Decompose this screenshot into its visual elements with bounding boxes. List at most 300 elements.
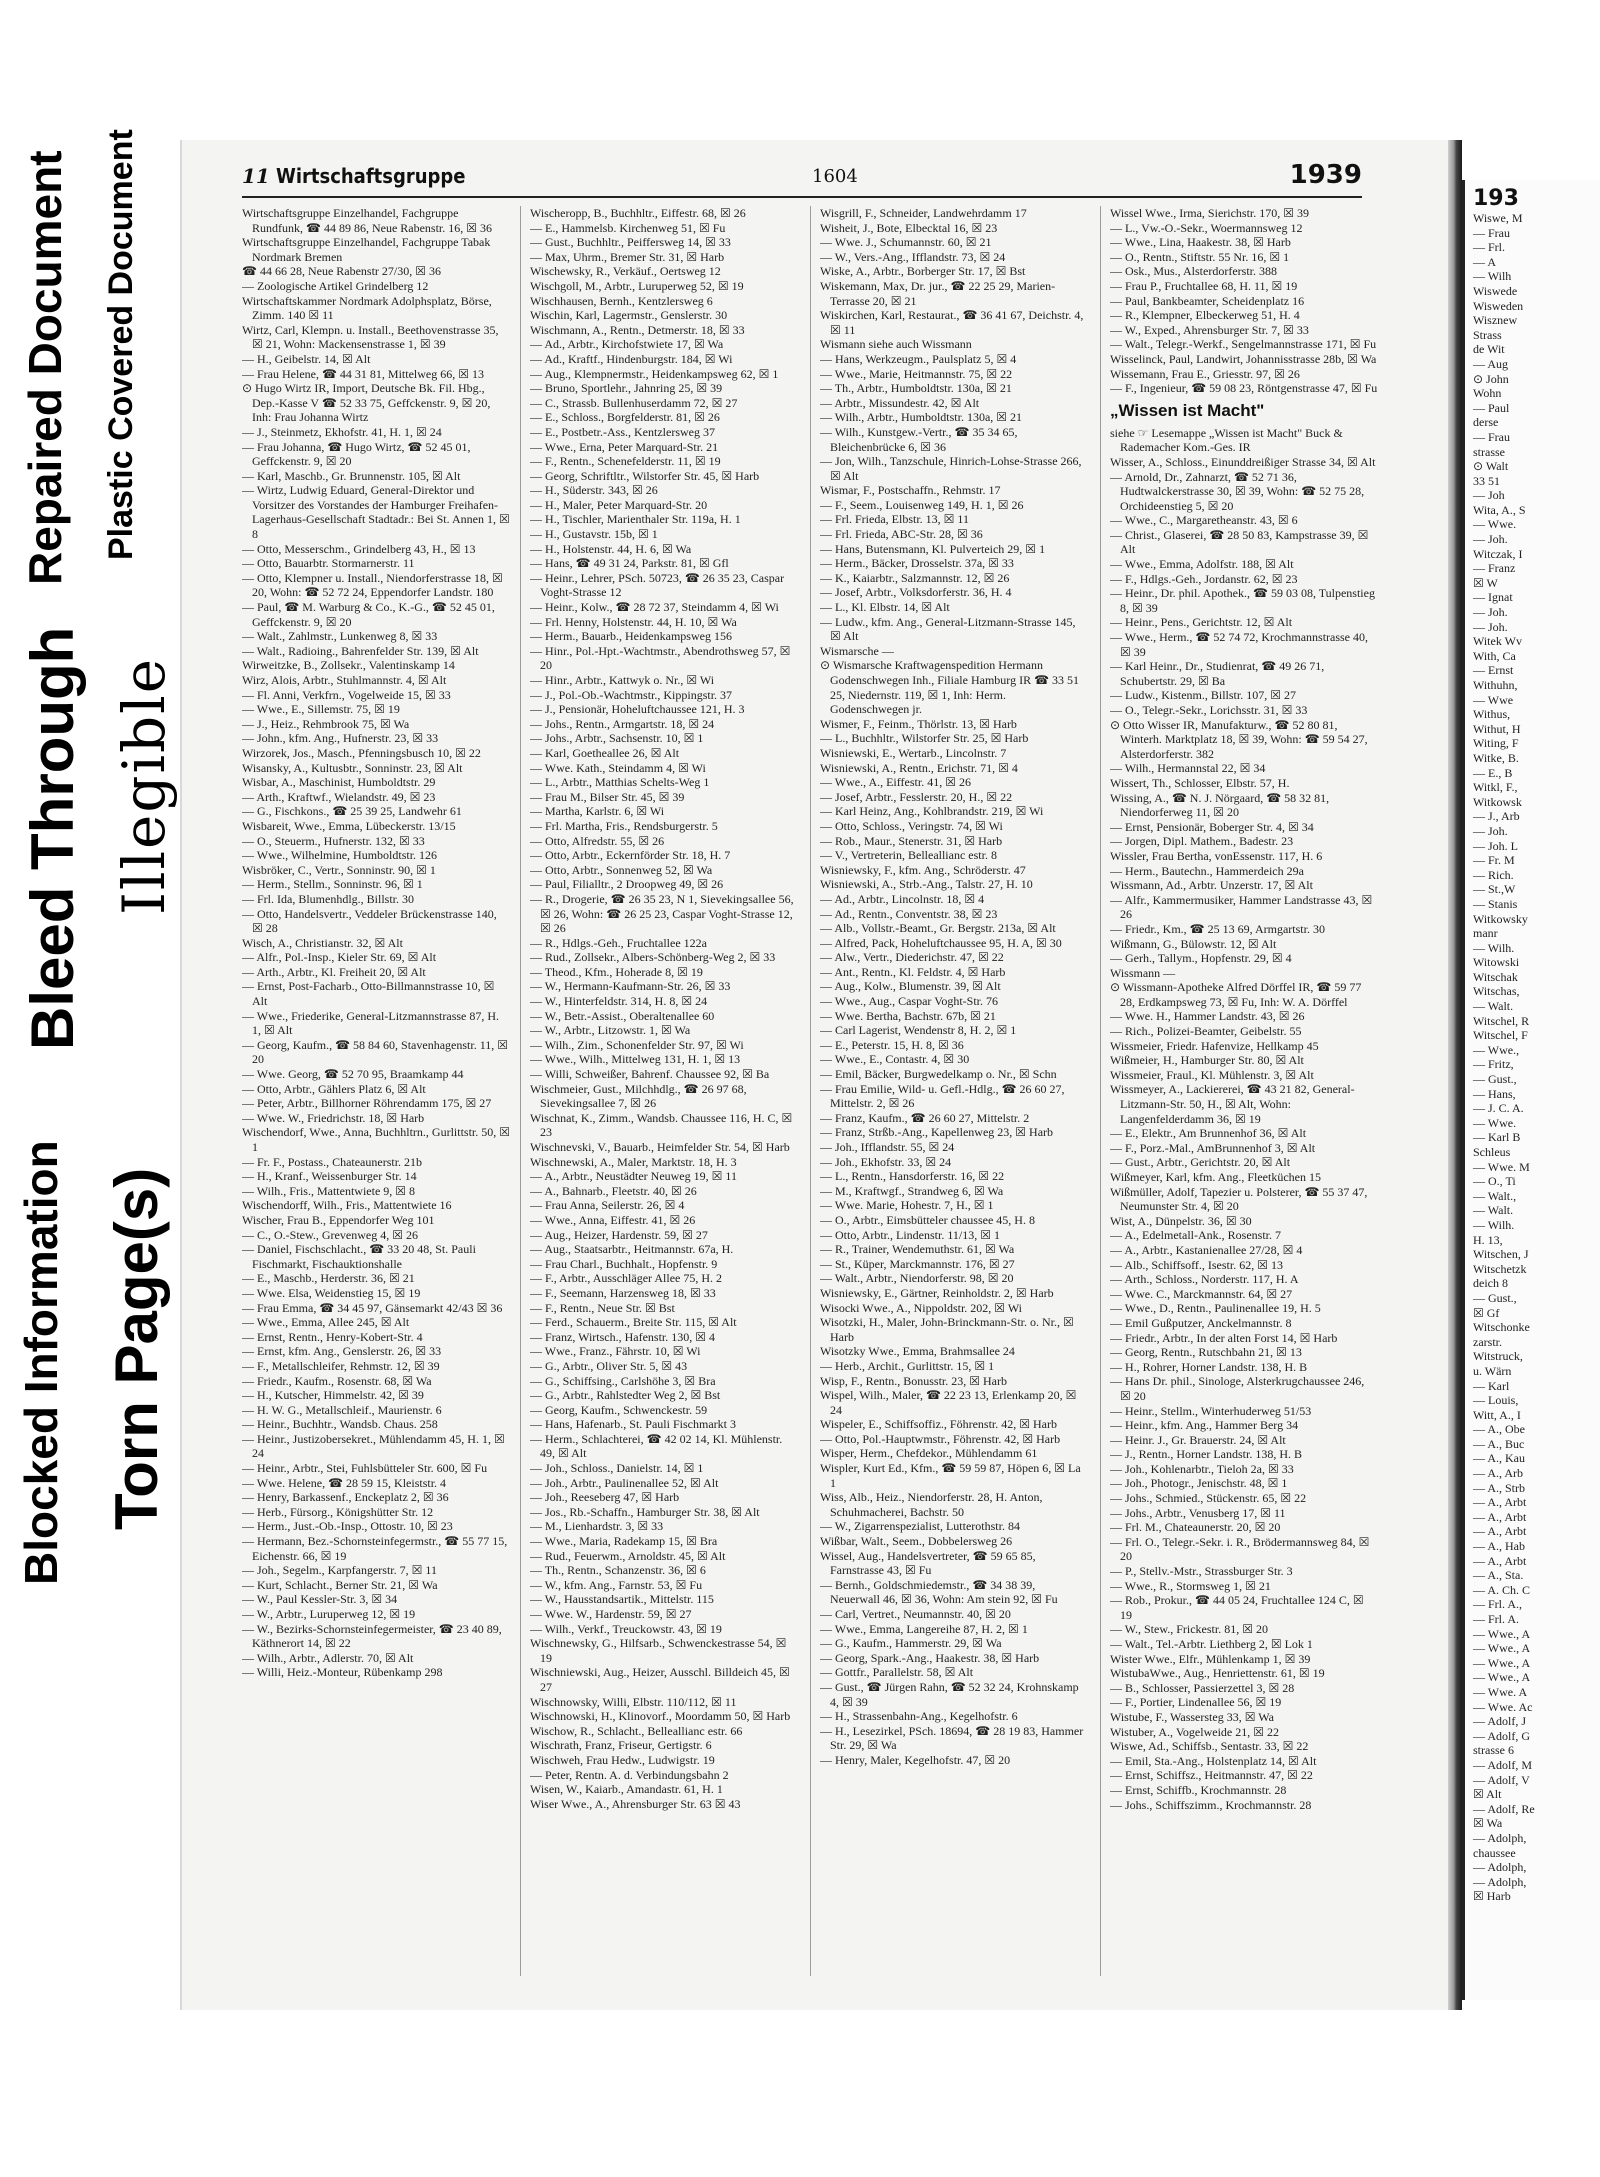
- adjacent-page-line: — Karl B: [1473, 1130, 1521, 1145]
- directory-entry: — Friedr., Km., ☎ 25 13 69, Armgartstr. 30: [1110, 921, 1325, 936]
- directory-entry: — Hermann, Bez.-Schornsteinfegermstr., ☎ 55 77 15, Eichenstr. 66, ☒ 19: [242, 1534, 508, 1563]
- adjacent-page-line: Strass: [1473, 327, 1502, 342]
- directory-entry: — Jos., Rb.-Schaffn., Hamburger Str. 38, ☒ Alt: [530, 1504, 760, 1519]
- adjacent-page-line: Witowski: [1473, 955, 1520, 970]
- adjacent-page-line: Wohn: [1473, 386, 1502, 401]
- adjacent-page-line: ⊙ Walt: [1473, 459, 1509, 474]
- adjacent-page-line: H. 13,: [1473, 1232, 1503, 1247]
- column-divider: [1100, 206, 1101, 1976]
- directory-entry: Wisniewski, A., Rentn., Erichstr. 71, ☒ 4: [820, 760, 1018, 775]
- directory-entry: Wirtschaftsgruppe Einzelhandel, Fachgruppe Tabak Nordmark Bremen: [242, 235, 491, 264]
- adjacent-page-line: Witschetzk: [1473, 1261, 1527, 1276]
- directory-entry: — H., Strassenbahn-Ang., Kegelhofstr. 6: [820, 1709, 1018, 1724]
- directory-entry: — Wwe., Emma, Adolfstr. 188, ☒ Alt: [1110, 557, 1294, 572]
- adjacent-page-line: — Walt.,: [1473, 1188, 1517, 1203]
- directory-entry: — Theod., Kfm., Hoherade 8, ☒ 19: [530, 964, 703, 979]
- adjacent-page-line: — Franz: [1473, 561, 1516, 576]
- directory-entry: — O., Arbtr., Eimsbütteler chaussee 45, H. 8: [820, 1212, 1035, 1227]
- adjacent-page-line: — Louis,: [1473, 1393, 1519, 1408]
- adjacent-page-line: — Joh. L: [1473, 838, 1518, 853]
- directory-entry: — Wwe., R., Stormsweg 1, ☒ 21: [1110, 1578, 1271, 1593]
- directory-entry: — F., Rentn., Neue Str. ☒ Bst: [530, 1300, 675, 1315]
- directory-entry: — P., Stellv.-Mstr., Strassburger Str. 3: [1110, 1564, 1293, 1579]
- advert-heading: „Wissen ist Macht": [1110, 400, 1265, 420]
- directory-entry: — Arbtr., Missundestr. 42, ☒ Alt: [820, 395, 980, 410]
- page-gutter-shadow: [1448, 140, 1462, 2010]
- directory-entry: — Georg, Schriftltr., Wilstorfer Str. 45, ☒ Harb: [530, 468, 760, 483]
- directory-entry: — Franz, Wirtsch., Hafenstr. 130, ☒ 4: [530, 1329, 716, 1344]
- adjacent-page-line: — Wwe., A: [1473, 1670, 1531, 1685]
- directory-entry: — Heinr., Justizobersekret., Mühlendamm 45, H. 1, ☒ 24: [242, 1431, 505, 1461]
- directory-entry: — L., Rentn., Hansdorferstr. 16, ☒ 22: [820, 1169, 1005, 1184]
- directory-entry: — Ernst, Rentn., Henry-Kobert-Str. 4: [242, 1329, 423, 1344]
- directory-entry: — H., Geibelstr. 14, ☒ Alt: [242, 351, 371, 366]
- directory-entry: — Wwe., D., Rentn., Paulinenallee 19, H. 5: [1110, 1301, 1321, 1316]
- directory-entry: — H., Kranf., Weissenburger Str. 14: [242, 1169, 417, 1184]
- directory-entry: — Alfr., Kammermusiker, Hammer Landstrasse 43, ☒ 26: [1110, 892, 1373, 922]
- directory-entry: Wischer, Frau B., Eppendorfer Weg 101: [242, 1212, 435, 1227]
- directory-entry: — Kurt, Schlacht., Berner Str. 21, ☒ Wa: [242, 1577, 438, 1592]
- directory-entry: Wismar, F., Postschaffn., Rehmstr. 17: [820, 483, 1001, 498]
- adjacent-page-line: strasse 6: [1473, 1743, 1514, 1758]
- directory-entry: — Herm., Bäcker, Drosselstr. 37a, ☒ 33: [820, 556, 1014, 571]
- directory-entry: — Georg, Kaufm., Schwenckestr. 59: [530, 1402, 708, 1417]
- directory-entry: Wiske, A., Arbtr., Borberger Str. 17, ☒ Bst: [820, 264, 1026, 279]
- directory-entry: — Paul, Bankbeamter, Scheidenplatz 16: [1110, 293, 1305, 308]
- adjacent-page-line: — Karl: [1473, 1378, 1510, 1393]
- adjacent-page-line: Witstruck,: [1473, 1349, 1523, 1364]
- directory-entry: ⊙ Otto Wisser IR, Manufakturw., ☎ 52 80 81, Winterh. Marktplatz 18, ☒ 39, Wohn: ☎ 59 54 27, Alsterdorferstr. 382: [1110, 717, 1368, 761]
- adjacent-page-line: Witkowsk: [1473, 794, 1522, 809]
- adjacent-page-line: — Adolph,: [1473, 1874, 1527, 1889]
- directory-entry: Wismer, F., Feinm., Thörlstr. 13, ☒ Harb: [820, 716, 1017, 731]
- adjacent-page-line: — Wilh.: [1473, 940, 1515, 955]
- directory-entry: — W., Arbtr., Litzowstr. 1, ☒ Wa: [530, 1023, 691, 1038]
- directory-entry: ⊙ Hugo Wirtz IR, Import, Deutsche Bk. Fil. Hbg., Dep.-Kasse V ☎ 52 33 75, Geffckenstr. 9, ☒ 20, Inh: Frau Johanna Wirtz: [242, 381, 491, 425]
- column-divider: [520, 206, 521, 1976]
- adjacent-page-line: — E., B: [1473, 765, 1513, 780]
- adjacent-page-line: Withuhn,: [1473, 678, 1518, 692]
- adjacent-page-line: — Ernst: [1473, 663, 1514, 678]
- directory-entry: — Carl Lagerist, Wendenstr 8, H. 2, ☒ 1: [820, 1023, 1017, 1038]
- directory-entry: — Ludw., Kistenm., Billstr. 107, ☒ 27: [1110, 688, 1296, 703]
- directory-entry: — Otto, Messerschm., Grindelberg 43, H., ☒ 13: [242, 541, 476, 556]
- directory-entry: — Ad., Arbtr., Lincolnstr. 18, ☒ 4: [820, 891, 985, 906]
- scanned-page: [180, 140, 1450, 2010]
- directory-entry: — Emil Gußputzer, Anckelmannstr. 8: [1110, 1315, 1292, 1330]
- directory-entry: Wissert, Th., Schlosser, Elbstr. 57, H.: [1110, 775, 1290, 790]
- directory-entry: — G., Fischkons., ☎ 25 39 25, Landwehr 61: [242, 804, 462, 819]
- directory-entry: — Walt., Tel.-Arbtr. Liethberg 2, ☒ Lok 1: [1110, 1637, 1313, 1651]
- directory-entry: Wisch, A., Christianstr. 32, ☒ Alt: [242, 935, 403, 950]
- directory-entry: — Henry, Barkassenf., Enckeplatz 2, ☒ 36: [242, 1490, 449, 1505]
- directory-entry: — Wwe. H., Hammer Landstr. 43, ☒ 26: [1110, 1009, 1305, 1024]
- directory-entry: Wirz, Alois, Arbtr., Stuhlmannstr. 4, ☒ Alt: [242, 673, 447, 687]
- directory-entry: — W., Hermann-Kaufmann-Str. 26, ☒ 33: [530, 979, 731, 994]
- directory-entry: — Wwe. Kath., Steindamm 4, ☒ Wi: [530, 760, 706, 775]
- directory-entry: Wißmann, G., Bülowstr. 12, ☒ Alt: [1110, 936, 1277, 951]
- directory-entry: Wissemann, Frau E., Griesstr. 97, ☒ 26: [1110, 366, 1300, 381]
- directory-entry: — Walt., Telegr.-Werkf., Sengelmannstrasse 171, ☒ Fu: [1110, 337, 1377, 352]
- adjacent-page-line: — Wilh.: [1473, 1217, 1515, 1232]
- directory-entry: — Georg, Kaufm., ☎ 58 84 60, Stavenhagenstr. 11, ☒ 20: [242, 1037, 509, 1067]
- adjacent-page-line: — Wwe., A: [1473, 1655, 1531, 1670]
- directory-entry: — W., Exped., Ahrensburger Str. 7, ☒ 33: [1110, 322, 1309, 337]
- directory-entry: — A., Arbtr., Neustädter Neuweg 19, ☒ 11: [530, 1169, 737, 1184]
- directory-entry: — Otto, Arbtr., Eckernförder Str. 18, H. 7: [530, 848, 731, 863]
- directory-entry: Wispel, Wilh., Maler, ☎ 22 23 13, Erlenkamp 20, ☒ 24: [820, 1388, 1077, 1417]
- directory-entry: Wisbröker, C., Vertr., Sonninstr. 90, ☒ 1: [242, 862, 436, 877]
- adjacent-page-line: — A., Buc: [1473, 1436, 1525, 1451]
- directory-entry: — Hinr., Arbtr., Kattwyk o. Nr., ☒ Wi: [530, 673, 715, 687]
- directory-entry: Wiskirchen, Karl, Restaurat., ☎ 36 41 67, Deichstr. 4, ☒ 11: [820, 308, 1084, 337]
- directory-entry: Wissmeier, Fraul., Kl. Mühlenstr. 3, ☒ Alt: [1110, 1067, 1314, 1082]
- directory-entry: — Herm., Bauarb., Heidenkampsweg 156: [530, 629, 732, 644]
- directory-entry: — Karl Heinz, Ang., Kohlbrandstr. 219, ☒ Wi: [820, 804, 1044, 819]
- directory-entry: — Daniel, Fischschlacht., ☎ 33 20 48, St. Pauli Fischmarkt, Fischauktionshalle: [242, 1242, 476, 1271]
- directory-entry: — G., Kaufm., Hammerstr. 29, ☒ Wa: [820, 1636, 1002, 1651]
- directory-entry: Wisselinck, Paul, Landwirt, Johannisstrasse 28b, ☒ Wa: [1110, 351, 1377, 366]
- directory-entry: — Ad., Kraftf., Hindenburgstr. 184, ☒ Wi: [530, 351, 733, 366]
- directory-entry: — L., Vw.-O.-Sekr., Woermannsweg 12: [1110, 220, 1303, 235]
- adjacent-page-line: — Joh.: [1473, 532, 1508, 547]
- directory-entry: — F., Metallschleifer, Rehmstr. 12, ☒ 39: [242, 1358, 440, 1373]
- directory-entry: Wiswe, Ad., Schiffsb., Sentastr. 33, ☒ 22: [1110, 1739, 1309, 1754]
- directory-entry: — Wwe., Anna, Eiffestr. 41, ☒ 26: [530, 1212, 696, 1227]
- label-repaired-document: Repaired Document: [19, 150, 71, 585]
- directory-entry: — F., Ingenieur, ☎ 59 08 23, Röntgenstrasse 47, ☒ Fu: [1110, 381, 1378, 396]
- directory-entry: — Emil, Bäcker, Burgwedelkamp o. Nr., ☒ Schn: [820, 1067, 1057, 1082]
- directory-entry: — Gust., Buchhltr., Peiffersweg 14, ☒ 33: [530, 235, 731, 250]
- directory-entry: — Georg, Spark.-Ang., Haakestr. 38, ☒ Harb: [820, 1650, 1040, 1665]
- adjacent-page-line: — Frau: [1473, 429, 1510, 444]
- adjacent-page-line: derse: [1473, 415, 1499, 430]
- directory-entry: — E., Schloss., Borgfelderstr. 81, ☒ 26: [530, 410, 720, 425]
- directory-entry: — Arth., Kraftwf., Wielandstr. 49, ☒ 23: [242, 789, 436, 804]
- directory-entry: ⊙ Wismarsche Kraftwagenspedition Hermann Godenschwegen Inh., Filiale Hamburg IR ☎ 33 51 25, Niedernstr. 119, ☒ 1, Inh: Herm. Godenschwegen jr.: [820, 658, 1080, 717]
- adjacent-page-line: Wiswede: [1473, 283, 1518, 298]
- directory-entry: — Wilh., Arbtr., Adlerstr. 70, ☒ Alt: [242, 1650, 414, 1665]
- directory-entry: — Willi, Schweißer, Bahrenf. Chaussee 92, ☒ Ba: [530, 1067, 770, 1082]
- adjacent-page-line: — Adolph,: [1473, 1830, 1527, 1845]
- adjacent-page-line: — Wwe.: [1473, 517, 1517, 532]
- directory-entry: — Franz, Strßb.-Ang., Kapellenweg 23, ☒ Harb: [820, 1125, 1054, 1140]
- directory-entry: — Frau Emilie, Wild- u. Gefl.-Hdlg., ☎ 26 60 27, Mittelstr. 2, ☒ 26: [820, 1081, 1065, 1111]
- directory-entry: Wischrath, Franz, Friseur, Gertigstr. 6: [530, 1738, 712, 1753]
- directory-entry: — E., Elektr., Am Brunnenhof 36, ☒ Alt: [1110, 1126, 1307, 1141]
- directory-entry: — W., kfm. Ang., Farnstr. 53, ☒ Fu: [530, 1577, 703, 1592]
- directory-entry: — Frl. Ida, Blumenhdlg., Billstr. 30: [242, 891, 415, 906]
- directory-entry: Wischendorff, Wilh., Fris., Mattentwiete 16: [242, 1198, 452, 1213]
- directory-entry: — Wwe. Helene, ☎ 28 59 15, Kleiststr. 4: [242, 1475, 447, 1490]
- directory-entry: — F., Arbtr., Ausschläger Allee 75, H. 2: [530, 1271, 723, 1286]
- directory-entry: — Ludw., kfm. Ang., General-Litzmann-Strasse 145, ☒ Alt: [820, 614, 1076, 644]
- adjacent-page-line: — Wwe.: [1473, 1115, 1517, 1130]
- directory-entry: — Heinr. J., Gr. Brauerstr. 24, ☒ Alt: [1110, 1432, 1286, 1447]
- directory-entry: — E., Postbetr.-Ass., Kentzlersweg 37: [530, 424, 715, 439]
- directory-entry: — Otto, Arbtr., Lindenstr. 11/13, ☒ 1: [820, 1227, 1000, 1242]
- directory-entry: — Walt., Radioing., Bahrenfelder Str. 139, ☒ Alt: [242, 643, 479, 658]
- directory-entry: Wispeler, E., Schiffsoffiz., Föhrenstr. 42, ☒ Harb: [820, 1417, 1057, 1432]
- directory-entry: — Wwe., Wilh., Mittelweg 131, H. 1, ☒ 13: [530, 1052, 741, 1067]
- directory-entry: — Herb., Archit., Gurlittstr. 15, ☒ 1: [820, 1358, 995, 1373]
- adjacent-page-line: — Hans,: [1473, 1086, 1516, 1101]
- adjacent-page-line: — J., Arb: [1473, 809, 1520, 824]
- directory-entry: — Wwe., Maria, Radekamp 15, ☒ Bra: [530, 1534, 718, 1549]
- adjacent-page-line: — Joh.: [1473, 605, 1508, 620]
- directory-entry: — W., Vers.-Ang., Ifflandstr. 73, ☒ 24: [820, 249, 1006, 264]
- directory-entry: — Frl. O., Telegr.-Sekr. i. R., Brödermannsweg 84, ☒ 20: [1110, 1534, 1370, 1564]
- adjacent-page-line: Wisznew: [1473, 313, 1518, 328]
- adjacent-page-line: Witing, F: [1473, 736, 1519, 751]
- directory-entry: Wischnewski, A., Maler, Marktstr. 18, H. 3: [530, 1154, 737, 1169]
- directory-entry: — M., Kraftwgf., Strandweg 6, ☒ Wa: [820, 1183, 1004, 1198]
- directory-entry: — Wwe. W., Friedrichstr. 18, ☒ Harb: [242, 1110, 425, 1125]
- directory-entry: — Frau Anna, Seilerstr. 26, ☒ 4: [530, 1198, 685, 1213]
- directory-entry: Wischin, Karl, Lagermstr., Genslerstr. 30: [530, 308, 728, 323]
- directory-entry: Wirtz, Carl, Klempn. u. Install., Beethovenstrasse 35, ☒ 21, Wohn: Mackensenstrasse 1, ☒ 39: [242, 322, 499, 352]
- adjacent-page-line: — Frau: [1473, 225, 1510, 240]
- directory-entry: — Wwe. Elsa, Weidenstieg 15, ☒ 19: [242, 1285, 421, 1300]
- label-blocked-information: Blocked Information: [15, 1140, 67, 1585]
- adjacent-page-line: Witschel, R: [1473, 1013, 1530, 1028]
- directory-entry: Wisgrill, F., Schneider, Landwehrdamm 17: [820, 206, 1027, 220]
- adjacent-page-line: — Frl. A.: [1473, 1612, 1520, 1626]
- adjacent-page-line: — A. Ch. C: [1473, 1582, 1531, 1597]
- directory-entry: Wiss, Alb., Heiz., Niendorferstr. 28, H. Anton, Schuhmacherei, Bachstr. 50: [820, 1490, 1043, 1519]
- directory-entry: — F., Portier, Lindenallee 56, ☒ 19: [1110, 1695, 1282, 1710]
- adjacent-page-line: Wiswe, M: [1473, 211, 1523, 225]
- directory-entry: — Heinr., Stellm., Winterhuderweg 51/53: [1110, 1403, 1312, 1418]
- directory-entry: — Wwe. Georg, ☎ 52 70 95, Braamkamp 44: [242, 1067, 464, 1082]
- directory-entry: — Otto, Pol.-Hauptwmstr., Föhrenstr. 42, ☒ Harb: [820, 1431, 1061, 1446]
- directory-entry: — Jon, Wilh., Tanzschule, Hinrich-Lohse-Strasse 266, ☒ Alt: [820, 454, 1082, 483]
- adjacent-page-line: — A., Arb: [1473, 1466, 1524, 1481]
- adjacent-page-line: — A., Obe: [1473, 1422, 1525, 1437]
- directory-entry: — L., Buchhltr., Wilstorfer Str. 25, ☒ Harb: [820, 731, 1029, 746]
- directory-entry: — J., Pensionär, Hoheluftchaussee 121, H. 3: [530, 702, 745, 717]
- directory-entry: — Ernst, Pensionär, Boberger Str. 4, ☒ 34: [1110, 819, 1314, 834]
- directory-entry: Wischendorf, Wwe., Anna, Buchhltrn., Gurlittstr. 50, ☒ 1: [242, 1125, 510, 1154]
- directory-entry: — Johs., Schmied., Stückenstr. 65, ☒ 22: [1110, 1491, 1307, 1506]
- directory-entry: — Joh., Arbtr., Paulinenallee 52, ☒ Alt: [530, 1475, 719, 1490]
- adjacent-page-lines: [1465, 211, 1600, 1904]
- directory-entry: — Aug., Kolw., Blumenstr. 39, ☒ Alt: [820, 979, 1001, 994]
- directory-entry: — Herm., Just.-Ob.-Insp., Ottostr. 10, ☒ 23: [242, 1519, 453, 1534]
- directory-entry: — H., Holstenstr. 44, H. 6, ☒ Wa: [530, 541, 692, 556]
- directory-entry: — Heinr., Pens., Gerichtstr. 12, ☒ Alt: [1110, 615, 1293, 630]
- column-3: [820, 206, 1088, 1976]
- directory-entry: — Wwe. C., Marckmannstr. 64, ☒ 27: [1110, 1286, 1293, 1301]
- directory-entry: — Frl. M., Chateaunerstr. 20, ☒ 20: [1110, 1520, 1281, 1535]
- directory-entry: — Gottfr., Parallelstr. 58, ☒ Alt: [820, 1665, 974, 1680]
- directory-entry: — Arnold, Dr., Zahnarzt, ☎ 52 71 36, Hudtwalckerstrasse 30, ☒ 39, Wohn: ☎ 52 75 28, Orchideenstieg 5, ☒ 20: [1110, 469, 1365, 513]
- directory-entry: — John., kfm. Ang., Hufnerstr. 23, ☒ 33: [242, 731, 439, 746]
- directory-entry: — Zoologische Artikel Grindelberg 12: [242, 278, 429, 293]
- directory-entry: — J., Rentn., Horner Landstr. 138, H. B: [1110, 1447, 1302, 1462]
- directory-entry: — Wwe., Friederike, General-Litzmannstrasse 87, H. 1, ☒ Alt: [242, 1008, 500, 1038]
- page-number: 1604: [812, 166, 858, 187]
- directory-entry: — Alw., Vertr., Diederichstr. 47, ☒ 22: [820, 950, 1004, 965]
- directory-entry: Wischniewski, Aug., Heizer, Ausschl. Billdeich 45, ☒ 27: [530, 1665, 790, 1694]
- adjacent-page-line: de Wit: [1473, 342, 1505, 357]
- directory-entry: — Frau Helene, ☎ 44 31 81, Mittelweg 66, ☒ 13: [242, 366, 485, 381]
- adjacent-page-line: — Gust.,: [1473, 1290, 1517, 1305]
- directory-entry: — A., Arbtr., Kastanienallee 27/28, ☒ 4: [1110, 1242, 1303, 1257]
- directory-entry: Wissel Wwe., Irma, Sierichstr. 170, ☒ 39: [1110, 206, 1310, 220]
- directory-entry: Wiser Wwe., A., Ahrensburger Str. 63 ☒ 43: [530, 1796, 741, 1811]
- directory-entry: — Rich., Polizei-Beamter, Geibelstr. 55: [1110, 1024, 1302, 1039]
- directory-entry: — Wilh., Kunstgew.-Vertr., ☎ 35 34 65, Bleichenbrücke 6, ☒ 36: [820, 424, 1018, 454]
- directory-entry: — Bruno, Sportlehr., Jahnring 25, ☒ 39: [530, 381, 723, 396]
- adjacent-page-line: ☒ Gf: [1473, 1305, 1500, 1320]
- directory-entry: — Ad., Arbtr., Kirchofstwiete 17, ☒ Wa: [530, 337, 724, 352]
- adjacent-page-line: Witschen, J: [1473, 1247, 1529, 1262]
- adjacent-page-line: — A., Sta.: [1473, 1568, 1524, 1583]
- directory-entry: — G., Schiffsing., Carlshöhe 3, ☒ Bra: [530, 1373, 716, 1388]
- directory-entry: — Heinr., Dr. phil. Apothek., ☎ 59 03 08, Tulpenstieg 8, ☒ 39: [1110, 586, 1375, 615]
- directory-entry: — Wwe., E., Contastr. 4, ☒ 30: [820, 1052, 970, 1067]
- directory-entry: — Joh., Ekhofstr. 33, ☒ 24: [820, 1154, 952, 1169]
- directory-entry: Wischewsky, R., Verkäuf., Oertsweg 12: [530, 264, 721, 279]
- directory-entry: — Aug., Staatsarbtr., Heitmannstr. 67a, H.: [530, 1242, 734, 1257]
- directory-entry: — H., Gustavstr. 15b, ☒ 1: [530, 527, 658, 542]
- adjacent-page-line: — Walt.: [1473, 1203, 1514, 1218]
- directory-entry: — Wwe. Marie, Hohestr. 7, H., ☒ 1: [820, 1198, 994, 1213]
- directory-entry: — Frl. Frieda, ABC-Str. 28, ☒ 36: [820, 527, 983, 542]
- adjacent-page-line: — A., Arbt: [1473, 1509, 1527, 1524]
- adjacent-page-line: — Joh.: [1473, 619, 1508, 634]
- directory-entry: — E., Maschb., Herderstr. 36, ☒ 21: [242, 1271, 415, 1286]
- directory-entry: Wispler, Kurt Ed., Kfm., ☎ 59 59 87, Höpen 6, ☒ La 1: [820, 1461, 1081, 1490]
- directory-entry: Wischnat, K., Zimm., Wandsb. Chaussee 116, H. C, ☒ 23: [530, 1110, 793, 1140]
- directory-entry: — W., Hinterfeldstr. 314, H. 8, ☒ 24: [530, 994, 708, 1009]
- directory-entry: — Fl. Anni, Verkfrn., Vogelweide 15, ☒ 33: [242, 687, 451, 702]
- directory-entry: Wissmeyer, A., Lackiererei, ☎ 43 21 82, General-Litzmann-Str. 50, H., ☒ Alt, Wohn: Langenfelderdamm 36, ☒ 19: [1110, 1082, 1355, 1126]
- directory-entry: — Frl. Henny, Holstenstr. 44, H. 10, ☒ Wa: [530, 614, 737, 629]
- directory-entry: — H., Maler, Peter Marquard-Str. 20: [530, 497, 708, 512]
- directory-entry: — Wirtz, Ludwig Eduard, General-Direktor und Vorsitzer des Vorstandes der Hamburger Freihafen-Lagerhaus-Gesellschaft Stadtadr.: Bei St. Annen 1, ☒ 8: [242, 483, 510, 542]
- adjacent-page-line: — Fr. M: [1473, 853, 1515, 868]
- directory-entry: — Wilh., Verkf., Treuckowstr. 43, ☒ 19: [530, 1621, 722, 1636]
- directory-entry: — R., Drogerie, ☎ 26 35 23, N 1, Sievekingsallee 56, ☒ 26, Wohn: ☎ 26 25 23, Caspar Voght-Strasse 12, ☒ 26: [530, 891, 794, 936]
- adjacent-page-line: — Wwe.,: [1473, 1042, 1520, 1057]
- directory-entry: Wismann siehe auch Wissmann: [820, 337, 972, 352]
- adjacent-page-line: — O., Ti: [1473, 1174, 1516, 1189]
- directory-entry: Wismarsche —: [820, 643, 894, 658]
- directory-entry: — Henry, Maler, Kegelhofstr. 47, ☒ 20: [820, 1752, 1011, 1767]
- directory-entry: — Alb., Vollstr.-Beamt., Gr. Bergstr. 213a, ☒ Alt: [820, 921, 1056, 936]
- adjacent-page-line: — Wwe: [1473, 692, 1514, 707]
- directory-entry: Wiskemann, Max, Dr. jur., ☎ 22 25 29, Marien-Terrasse 20, ☒ 21: [820, 278, 1056, 308]
- adjacent-page-line: — Stanis: [1473, 896, 1518, 911]
- adjacent-page-line: Witke, B.: [1473, 750, 1519, 765]
- directory-entry: — Frl. Frieda, Elbstr. 13, ☒ 11: [820, 512, 969, 527]
- directory-entry: WistubaWwe., Aug., Henriettenstr. 61, ☒ 19: [1110, 1666, 1325, 1681]
- directory-entry: — G., Arbtr., Rahlstedter Weg 2, ☒ Bst: [530, 1388, 721, 1403]
- directory-entry: — Wwe., A., Eiffestr. 41, ☒ 26: [820, 775, 971, 790]
- directory-entry: — Rud., Feuerwm., Arnoldstr. 45, ☒ Alt: [530, 1548, 726, 1563]
- directory-entry: — Frau M., Bilser Str. 45, ☒ 39: [530, 789, 685, 804]
- directory-entry: Wirtschaftsgruppe Einzelhandel, Fachgruppe Rundfunk, ☎ 44 89 86, Neue Rabenstr. 16, ☒ 36: [242, 206, 493, 235]
- page-header: [242, 160, 1362, 198]
- directory-entry: — Wwe., Emma, Allee 245, ☒ Alt: [242, 1315, 410, 1330]
- directory-entry: — Paul, ☎ M. Warburg & Co., K.-G., ☎ 52 45 01, Geffckenstr. 9, ☒ 20: [242, 600, 495, 629]
- adjacent-page-line: — Wwe. Ac: [1473, 1699, 1533, 1714]
- adjacent-page-line: Withus,: [1473, 707, 1511, 722]
- adjacent-page-line: — A., Kau: [1473, 1451, 1525, 1466]
- directory-entry: — E., Peterstr. 15, H. 8, ☒ 36: [820, 1037, 964, 1052]
- directory-entry: — Joh., Ifflandstr. 55, ☒ 24: [820, 1140, 955, 1154]
- adjacent-page-line: — Paul: [1473, 400, 1510, 415]
- directory-entry: — Friedr., Kaufm., Rosenstr. 68, ☒ Wa: [242, 1373, 432, 1388]
- directory-entry: — F., Seem., Louisenweg 149, H. 1, ☒ 26: [820, 497, 1024, 512]
- directory-entry: — Ernst, Schiffsz., Heitmannstr. 47, ☒ 22: [1110, 1768, 1313, 1783]
- adjacent-page-line: Witschak: [1473, 969, 1518, 984]
- directory-entry: Wisen, W., Kaiarb., Amandastr. 61, H. 1: [530, 1782, 723, 1797]
- directory-entry: — Wwe. J., Schumannstr. 60, ☒ 21: [820, 235, 992, 250]
- directory-entry: — Herm., Schlachterei, ☎ 42 02 14, Kl. Mühlenstr. 49, ☒ Alt: [530, 1431, 783, 1461]
- adjacent-page-line: — J. C. A.: [1473, 1101, 1524, 1116]
- directory-entry: — Karl, Maschb., Gr. Brunnenstr. 105, ☒ Alt: [242, 468, 461, 483]
- directory-entry: — H. W. G., Metallschleif., Maurienstr. 6: [242, 1402, 442, 1417]
- directory-entry: — Johs., Rentn., Armgartstr. 18, ☒ 24: [530, 716, 715, 731]
- directory-entry: — E., Hammelsb. Kirchenweg 51, ☒ Fu: [530, 220, 726, 235]
- directory-entry: — Max, Uhrm., Bremer Str. 31, ☒ Harb: [530, 249, 725, 264]
- directory-entry: — Ernst, kfm. Ang., Genslerstr. 26, ☒ 33: [242, 1344, 442, 1359]
- adjacent-page-line: — Ignat: [1473, 590, 1513, 605]
- directory-entry: — F., Hdlgs.-Geh., Jordanstr. 62, ☒ 23: [1110, 571, 1298, 586]
- directory-entry: Wischmeier, Gust., Milchhdlg., ☎ 26 97 68, Sievekingsallee 7, ☒ 26: [530, 1081, 747, 1111]
- directory-entry: — Peter, Rentn. A. d. Verbindungsbahn 2: [530, 1767, 729, 1782]
- directory-entry: Wisocki Wwe., A., Nippoldstr. 202, ☒ Wi: [820, 1300, 1023, 1315]
- directory-entry: — W., Stew., Frickestr. 81, ☒ 20: [1110, 1622, 1268, 1637]
- adjacent-page-line: — Wwe., A: [1473, 1626, 1531, 1641]
- directory-entry: Wisper, Herm., Chefdekor., Mühlendamm 61: [820, 1446, 1038, 1461]
- directory-entry: — Hans, Hafenarb., St. Pauli Fischmarkt 3: [530, 1417, 736, 1432]
- directory-entry: — Heinr., kfm. Ang., Hammer Berg 34: [1110, 1418, 1299, 1433]
- adjacent-page-line: Witek Wv: [1473, 634, 1522, 649]
- directory-entry: — H., Tischler, Marienthaler Str. 119a, H. 1: [530, 512, 741, 527]
- directory-entry: — Rud., Zollsekr., Albers-Schönberg-Weg 2, ☒ 33: [530, 950, 776, 965]
- adjacent-page-line: — Adolf, J: [1473, 1714, 1527, 1729]
- adjacent-page-line: Witczak, I: [1473, 546, 1523, 561]
- directory-entry: — Wilh., Fris., Mattentwiete 9, ☒ 8: [242, 1183, 416, 1198]
- directory-entry: Wisniewsky, F., kfm. Ang., Schröderstr. 47: [820, 862, 1026, 877]
- column-2: [530, 206, 798, 1976]
- directory-entry: — Frl. Martha, Fris., Rendsburgerstr. 5: [530, 818, 718, 833]
- directory-entry: — M., Lienhardstr. 3, ☒ 33: [530, 1519, 664, 1534]
- adjacent-page-line: Witt, A., I: [1473, 1407, 1521, 1422]
- adjacent-page-line: — Walt.: [1473, 999, 1514, 1014]
- directory-entry: — Walt., Zahlmstr., Lunkenweg 8, ☒ 33: [242, 629, 438, 644]
- directory-entry: Wißbar, Walt., Seem., Dobbelersweg 26: [820, 1534, 1013, 1549]
- adjacent-page-line: ☒ Wa: [1473, 1816, 1503, 1831]
- directory-entry: — Wwe., Emma, Langereihe 87, H. 2, ☒ 1: [820, 1621, 1028, 1636]
- adjacent-page-line: — Adolph,: [1473, 1860, 1527, 1875]
- adjacent-page-year: 193: [1473, 186, 1519, 211]
- directory-entry: — Ernst, Schiffb., Krochmannstr. 28: [1110, 1782, 1287, 1797]
- adjacent-page-line: manr: [1473, 926, 1498, 941]
- directory-entry: — Johs., Schiffszimm., Krochmannstr. 28: [1110, 1797, 1312, 1812]
- adjacent-page-line: — A., Arbt: [1473, 1553, 1527, 1568]
- directory-entry: — Friedr., Arbtr., In der alten Forst 14, ☒ Harb: [1110, 1330, 1338, 1345]
- directory-entry: — Alb., Schiffsoff., Isestr. 62, ☒ 13: [1110, 1257, 1283, 1272]
- directory-entry: — W., Arbtr., Luruperweg 12, ☒ 19: [242, 1607, 416, 1621]
- directory-entry: — Ferd., Schauerm., Breite Str. 115, ☒ Alt: [530, 1315, 737, 1330]
- directory-entry: — Bernh., Goldschmiedemstr., ☎ 34 38 39, Neuerwall 46, ☒ 36, Wohn: Am stein 92, ☒ Fu: [820, 1577, 1058, 1607]
- directory-entry: — Wwe., Aug., Caspar Voght-Str. 76: [820, 994, 999, 1009]
